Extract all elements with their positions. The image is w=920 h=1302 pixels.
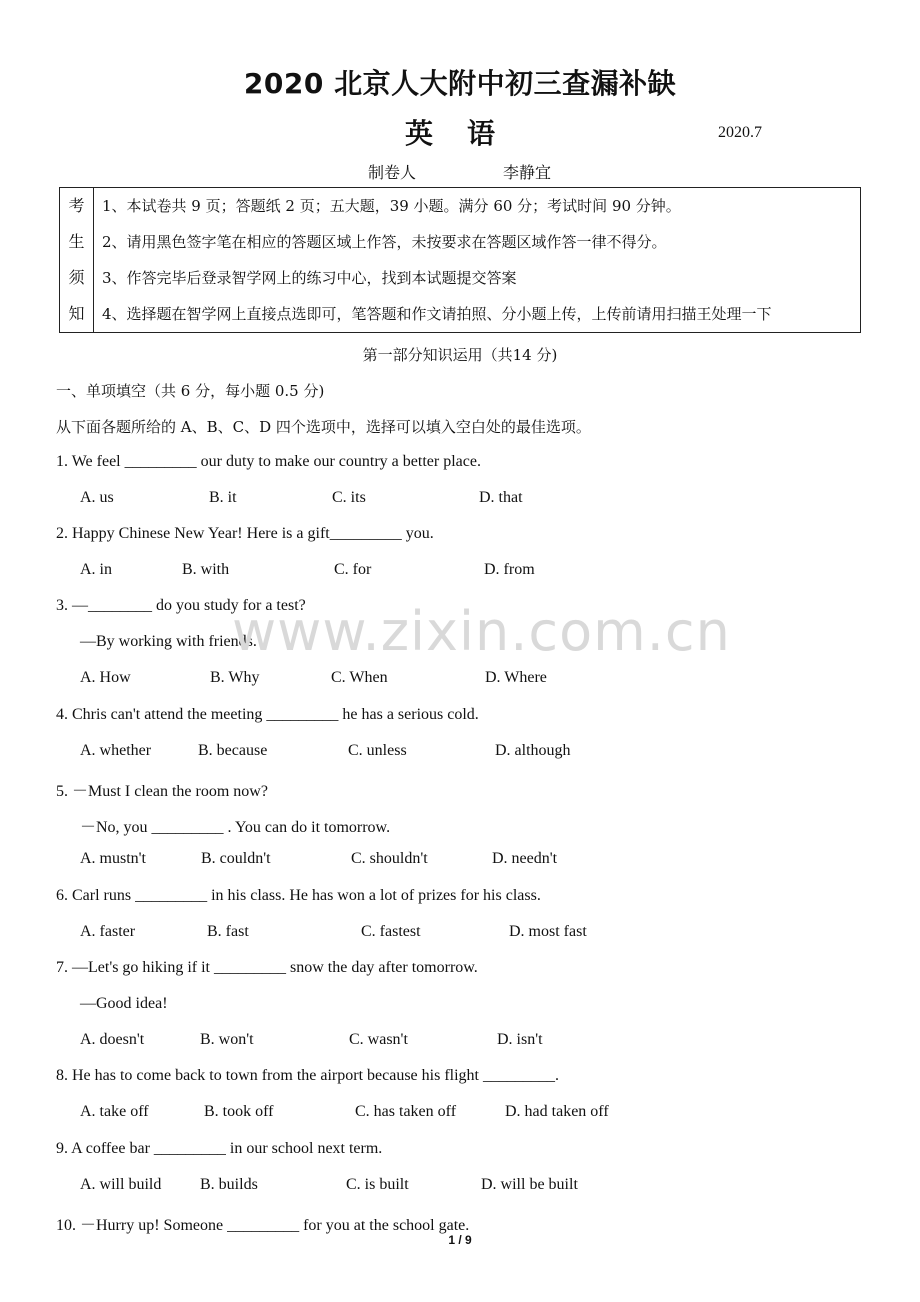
option-b: B. couldn't [201, 850, 271, 867]
option-c: C. is built [346, 1176, 409, 1193]
option-c: C. for [334, 561, 372, 578]
question-stem: 9. A coffee bar _________ in our school next term. [56, 1140, 383, 1157]
part-heading: 一、单项填空（共 6 分，每小题 0.5 分) [56, 382, 325, 400]
option-a: A. mustn't [80, 850, 146, 867]
option-d: D. although [495, 742, 571, 759]
notice-head-char: 知 [68, 304, 85, 323]
option-c: C. its [332, 489, 366, 506]
notice-box [59, 187, 861, 333]
notice-item: 3、作答完毕后登录智学网上的练习中心，找到本试题提交答案 [102, 269, 517, 287]
option-d: D. most fast [509, 923, 587, 940]
option-d: D. needn't [492, 850, 558, 867]
notice-item: 2、请用黑色签字笔在相应的答题区域上作答，未按要求在答题区域作答一律不得分。 [102, 233, 667, 251]
option-d: D. from [484, 561, 535, 578]
question-stem: 10. －Hurry up! Someone _________ for you at the school gate. [56, 1217, 470, 1234]
notice-heading [60, 188, 94, 333]
subject-title: 英语 [405, 117, 530, 150]
option-a: A. doesn't [80, 1031, 145, 1048]
option-d: D. that [479, 489, 523, 506]
exam-date: 2020.7 [718, 124, 762, 141]
option-c: C. unless [348, 742, 407, 759]
option-a: A. faster [80, 923, 136, 940]
notice-head-char: 生 [68, 232, 85, 251]
option-c: C. When [331, 669, 388, 686]
option-b: B. Why [210, 669, 260, 686]
notice-item: 4、选择题在智学网上直接点选即可，笔答题和作文请拍照、分小题上传，上传前请用扫描王处理一下 [102, 305, 772, 323]
page-number: 1 / 9 [448, 1233, 472, 1247]
option-c: C. wasn't [349, 1031, 408, 1048]
option-a: A. take off [80, 1103, 149, 1120]
option-c: C. fastest [361, 923, 421, 940]
option-a: A. in [80, 561, 112, 578]
option-c: C. has taken off [355, 1103, 457, 1120]
notice-item: 1、本试卷共 9 页；答题纸 2 页；五大题，39 小题。满分 60 分；考试时间 90 分钟。 [102, 197, 681, 215]
document-title: 2020 北京人大附中初三查漏补缺 [243, 67, 677, 100]
question-reply: —By working with friends. [80, 633, 257, 650]
option-a: A. whether [80, 742, 152, 759]
notice-items [94, 188, 861, 333]
option-b: B. because [198, 742, 268, 759]
option-b: B. builds [200, 1176, 258, 1193]
question-stem: 1. We feel _________ our duty to make our country a better place. [56, 453, 481, 470]
part-instruction: 从下面各题所给的 A、B、C、D 四个选项中，选择可以填入空白处的最佳选项。 [56, 418, 591, 436]
watermark: www.zixin.com.cn [232, 600, 731, 663]
option-a: A. us [80, 489, 114, 506]
option-a: A. How [80, 669, 131, 686]
question-stem: 3. —________ do you study for a test? [56, 597, 306, 614]
question-reply: －No, you _________ . You can do it tomorrow. [80, 819, 391, 836]
option-b: B. won't [200, 1031, 254, 1048]
maker-label: 制卷人 [368, 163, 417, 182]
question-stem: 7. —Let's go hiking if it _________ snow the day after tomorrow. [56, 959, 478, 976]
option-d: D. isn't [497, 1031, 543, 1048]
notice-head-char: 考 [68, 196, 85, 215]
option-d: D. will be built [481, 1176, 578, 1193]
option-d: D. Where [485, 669, 547, 686]
option-b: B. with [182, 561, 230, 578]
question-stem: 8. He has to come back to town from the airport because his flight _________. [56, 1067, 559, 1084]
option-b: B. took off [204, 1103, 274, 1120]
question-stem: 2. Happy Chinese New Year! Here is a gift_________ you. [56, 525, 434, 542]
option-c: C. shouldn't [351, 850, 428, 867]
option-a: A. will build [80, 1176, 162, 1193]
question-reply: —Good idea! [80, 995, 168, 1012]
question-stem: 5. －Must I clean the room now? [56, 783, 268, 800]
section-title: 第一部分知识运用（共14 分) [362, 346, 558, 364]
notice-head-char: 须 [68, 268, 85, 287]
option-d: D. had taken off [505, 1103, 609, 1120]
question-stem: 6. Carl runs _________ in his class. He has won a lot of prizes for his class. [56, 887, 541, 904]
option-b: B. fast [207, 923, 249, 940]
question-stem: 4. Chris can't attend the meeting _________ he has a serious cold. [56, 706, 479, 723]
maker-name: 李静宜 [503, 163, 552, 182]
option-b: B. it [209, 489, 237, 506]
